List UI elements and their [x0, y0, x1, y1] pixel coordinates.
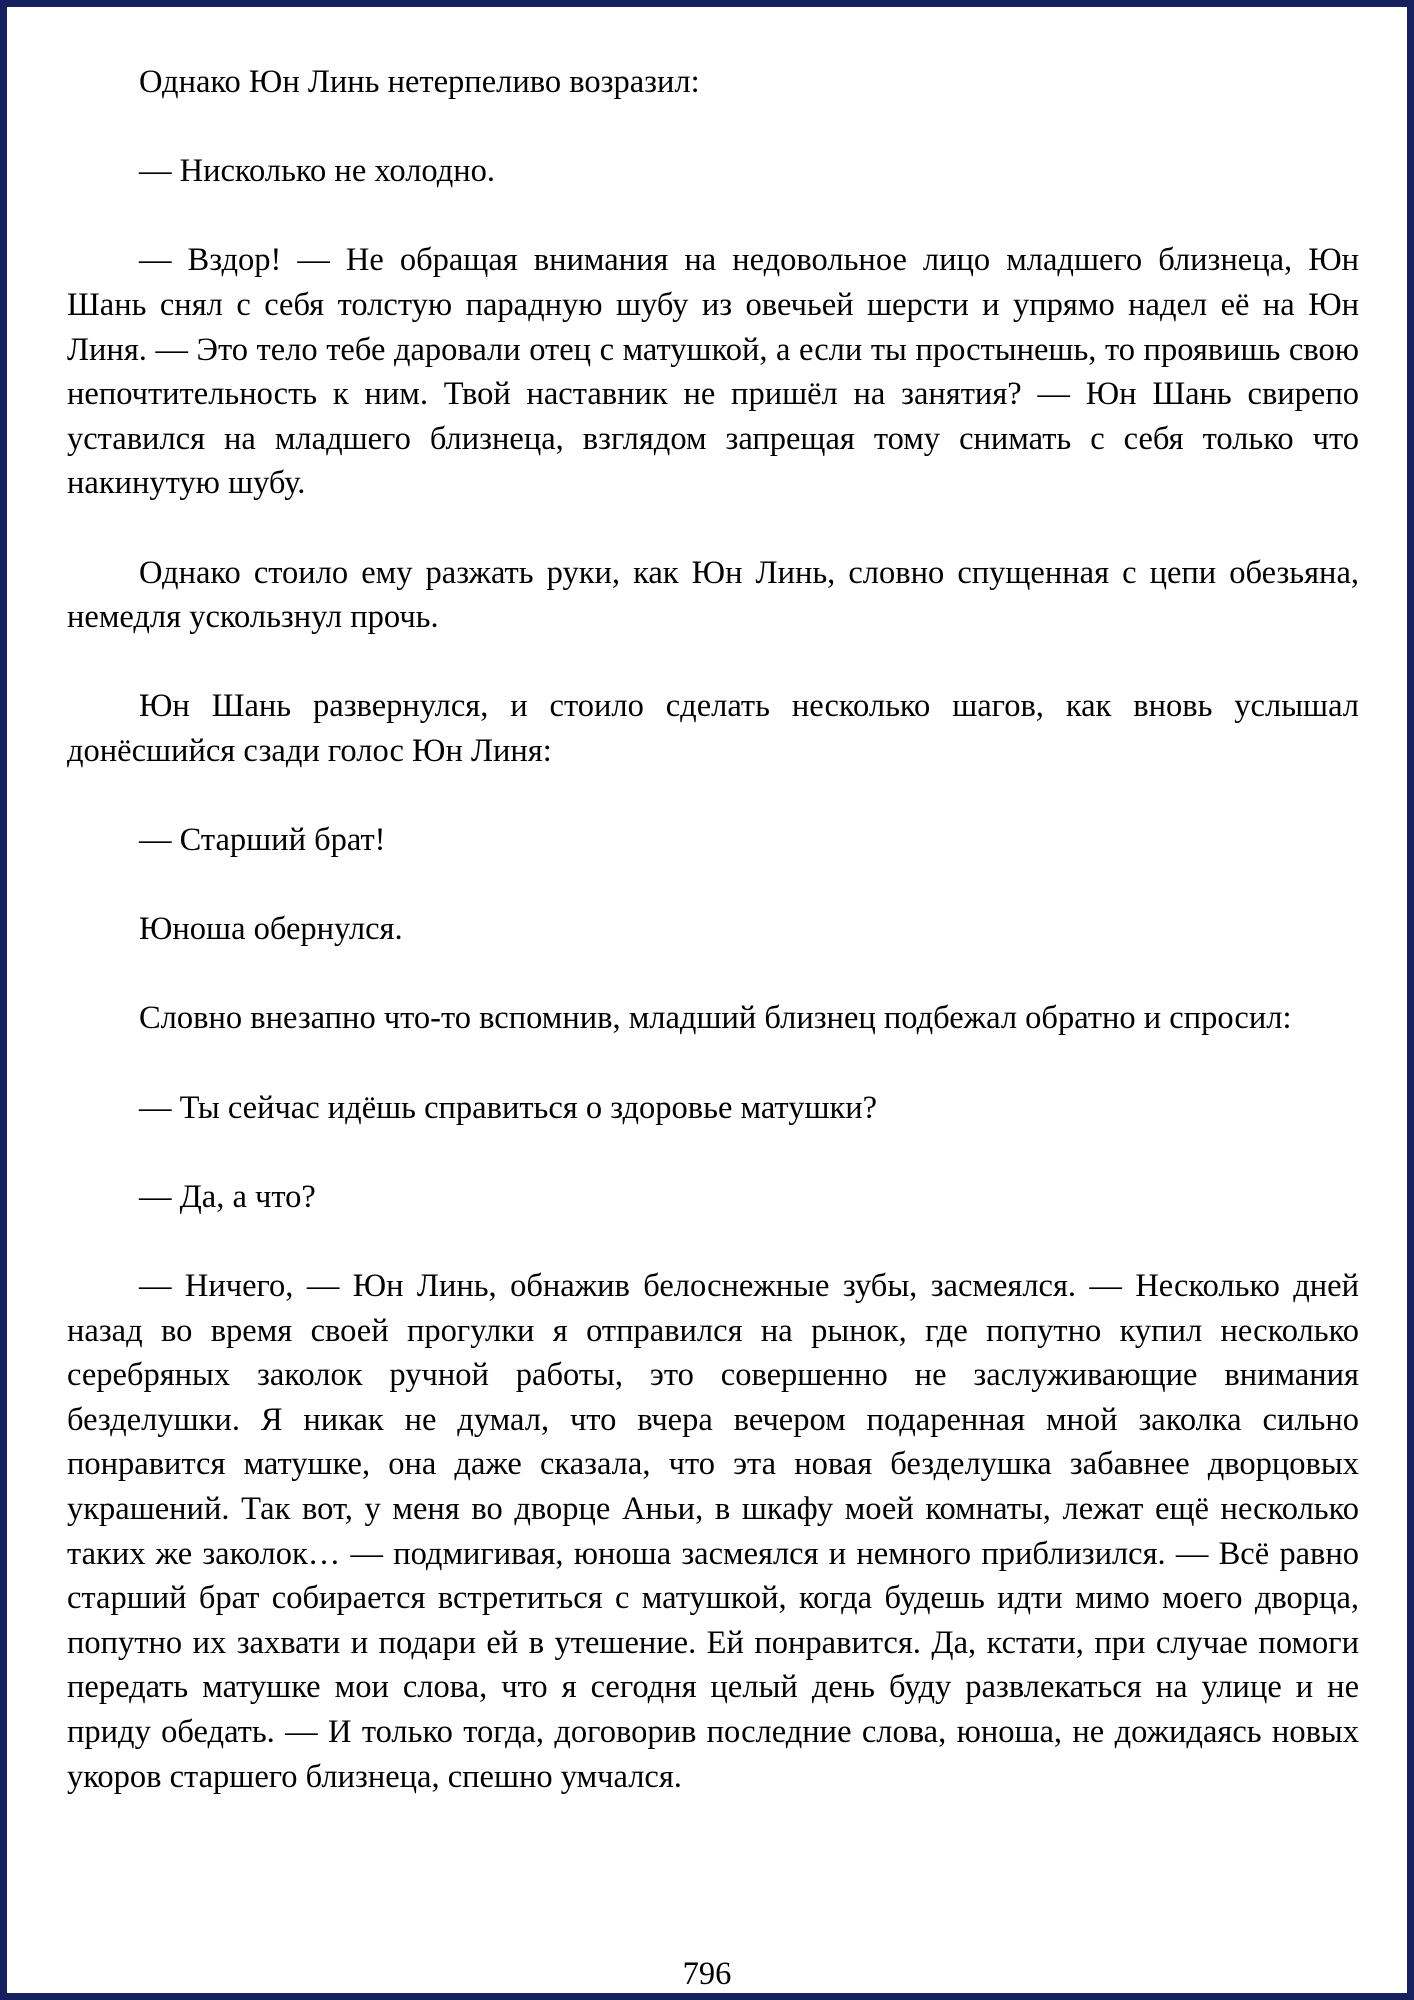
paragraph: Словно внезапно что-то вспомнив, младший близнец подбежал обратно и спросил: [139, 1000, 1292, 1037]
paragraph: — Старший брат! [139, 822, 386, 859]
paragraph: Юн Шань развернулся, и стоило сделать несколько шагов, как вновь услышал донёсшийся сзади голос Юн Линя: [67, 688, 1359, 769]
page-text [67, 60, 1359, 1844]
paragraph: — Ничего, — Юн Линь, обнажив белоснежные зубы, засмеялся. — Несколько дней назад во время своей прогулки я отправился на рынок, где попутно купил несколько серебряных заколок ручной работы, это совершенно не заслуживающие внимания безделушки. Я никак не думал, что вчера вечером подаренная мной заколка сильно понравится матушке, она даже сказала, что эта новая безделушка забавнее дворцовых украшений. Так вот, у меня во дворце Аньи, в шкафу моей комнаты, лежат ещё несколько таких же заколок… — подмигивая, юноша засмеялся и немного приблизился. — Всё равно старший брат собирается встретиться с матушкой, когда будешь идти мимо моего дворца, попутно их захвати и подари ей в утешение. Ей понравится. Да, кстати, при случае помоги передать матушке мои слова, что я сегодня целый день буду развлекаться на улице и не приду обедать. — И только тогда, договорив последние слова, юноша, не дожидаясь новых укоров старшего близнеца, спешно умчался. [67, 1268, 1359, 1795]
paragraph: Юноша обернулся. [139, 911, 403, 948]
paragraph: — Ты сейчас идёшь справиться о здоровье матушки? [139, 1089, 878, 1126]
page-number: 796 [682, 1956, 732, 1992]
paragraph: Однако Юн Линь нетерпеливо возразил: [139, 64, 700, 100]
paragraph: Однако стоило ему разжать руки, как Юн Линь, словно спущенная с цепи обезьяна, немедля ускользнул прочь. [67, 554, 1359, 636]
paragraph: — Вздор! — Не обращая внимания на недовольное лицо младшего близнеца, Юн Шань снял с себя толстую парадную шубу из овечьей шерсти и упрямо надел её на Юн Линя. — Это тело тебе даровали отец с матушкой, а если ты простынешь, то проявишь свою непочтительность к ним. Твой наставник не пришёл на занятия? — Юн Шань свирепо уставился на младшего близнеца, взглядом запрещая тому снимать с себя только что накинутую шубу. [67, 242, 1359, 502]
paragraph: — Нисколько не холодно. [139, 153, 496, 190]
paragraph: — Да, а что? [139, 1178, 316, 1215]
book-page [7, 7, 1407, 1993]
